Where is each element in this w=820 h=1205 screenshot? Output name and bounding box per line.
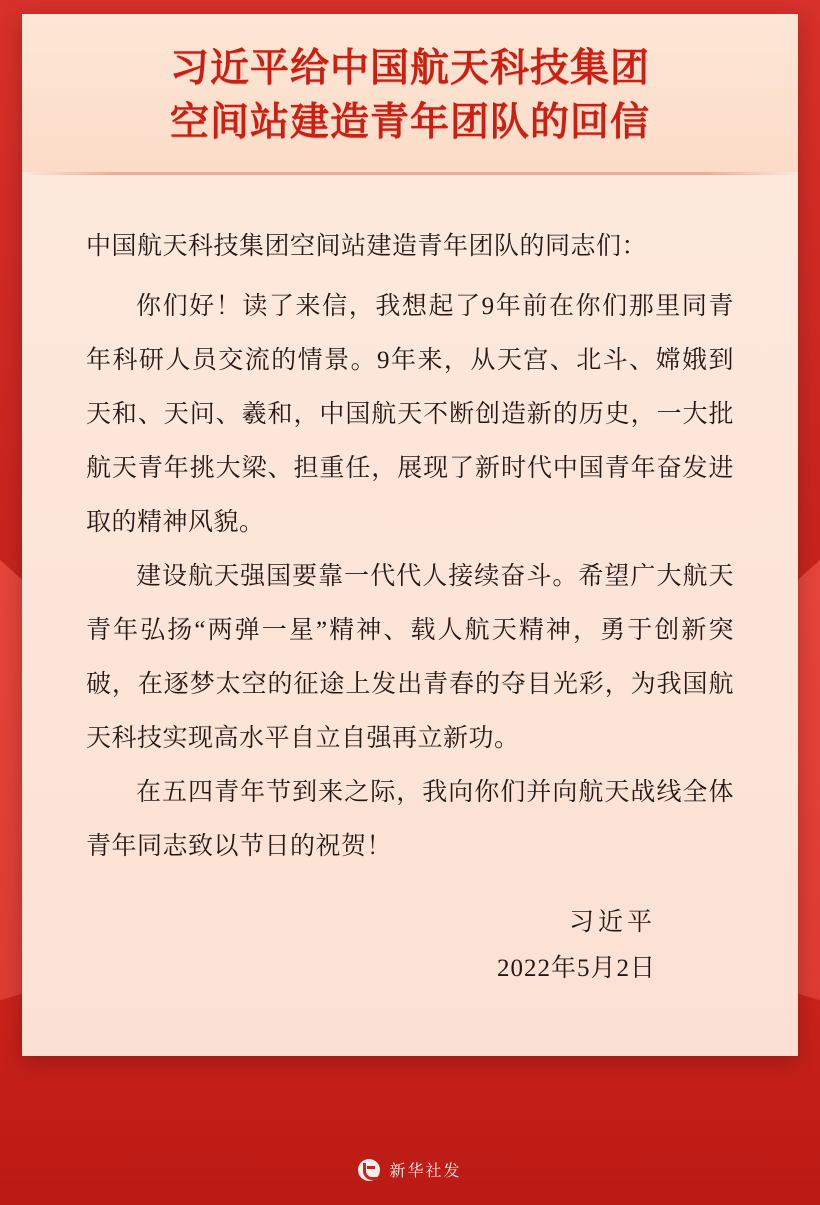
letter-title-block <box>22 14 798 172</box>
page-title-line-2: 空间站建造青年团队的回信 <box>169 99 650 145</box>
letter-sheet <box>22 14 798 1056</box>
letter-salutation: 中国航天科技集团空间站建造青年团队的同志们： <box>86 233 648 260</box>
page-title-line-1: 习近平给中国航天科技集团 <box>169 45 650 91</box>
letter-body <box>22 176 798 992</box>
letter-signature <box>86 900 734 992</box>
xinhua-logo-icon <box>358 1159 380 1181</box>
signature-name: 习近平 <box>568 909 656 936</box>
footer-credit-label: 新华社发 <box>389 1163 462 1180</box>
title-divider <box>22 172 798 175</box>
letter-paragraph-2: 建设航天强国要靠一代代人接续奋斗。希望广大航天青年弘扬“两弹一星”精神、载人航天精神，勇于创新突破，在逐梦太空的征途上发出青春的夺目光彩，为我国航天科技实现高水平自立自强再立新功。 <box>86 563 734 752</box>
footer-credit <box>0 1158 820 1181</box>
letter-paragraph-3: 在五四青年节到来之际，我向你们并向航天战线全体青年同志致以节日的祝贺！ <box>86 779 734 860</box>
signature-date: 2022年5月2日 <box>496 955 656 982</box>
letter-paragraph-1: 你们好！读了来信，我想起了9年前在你们那里同青年科研人员交流的情景。9年来，从天宫、北斗、嫦娥到天和、天问、羲和，中国航天不断创造新的历史，一大批航天青年挑大梁、担重任，展现了新时代中国青年奋发进取的精神风貌。 <box>86 293 734 536</box>
